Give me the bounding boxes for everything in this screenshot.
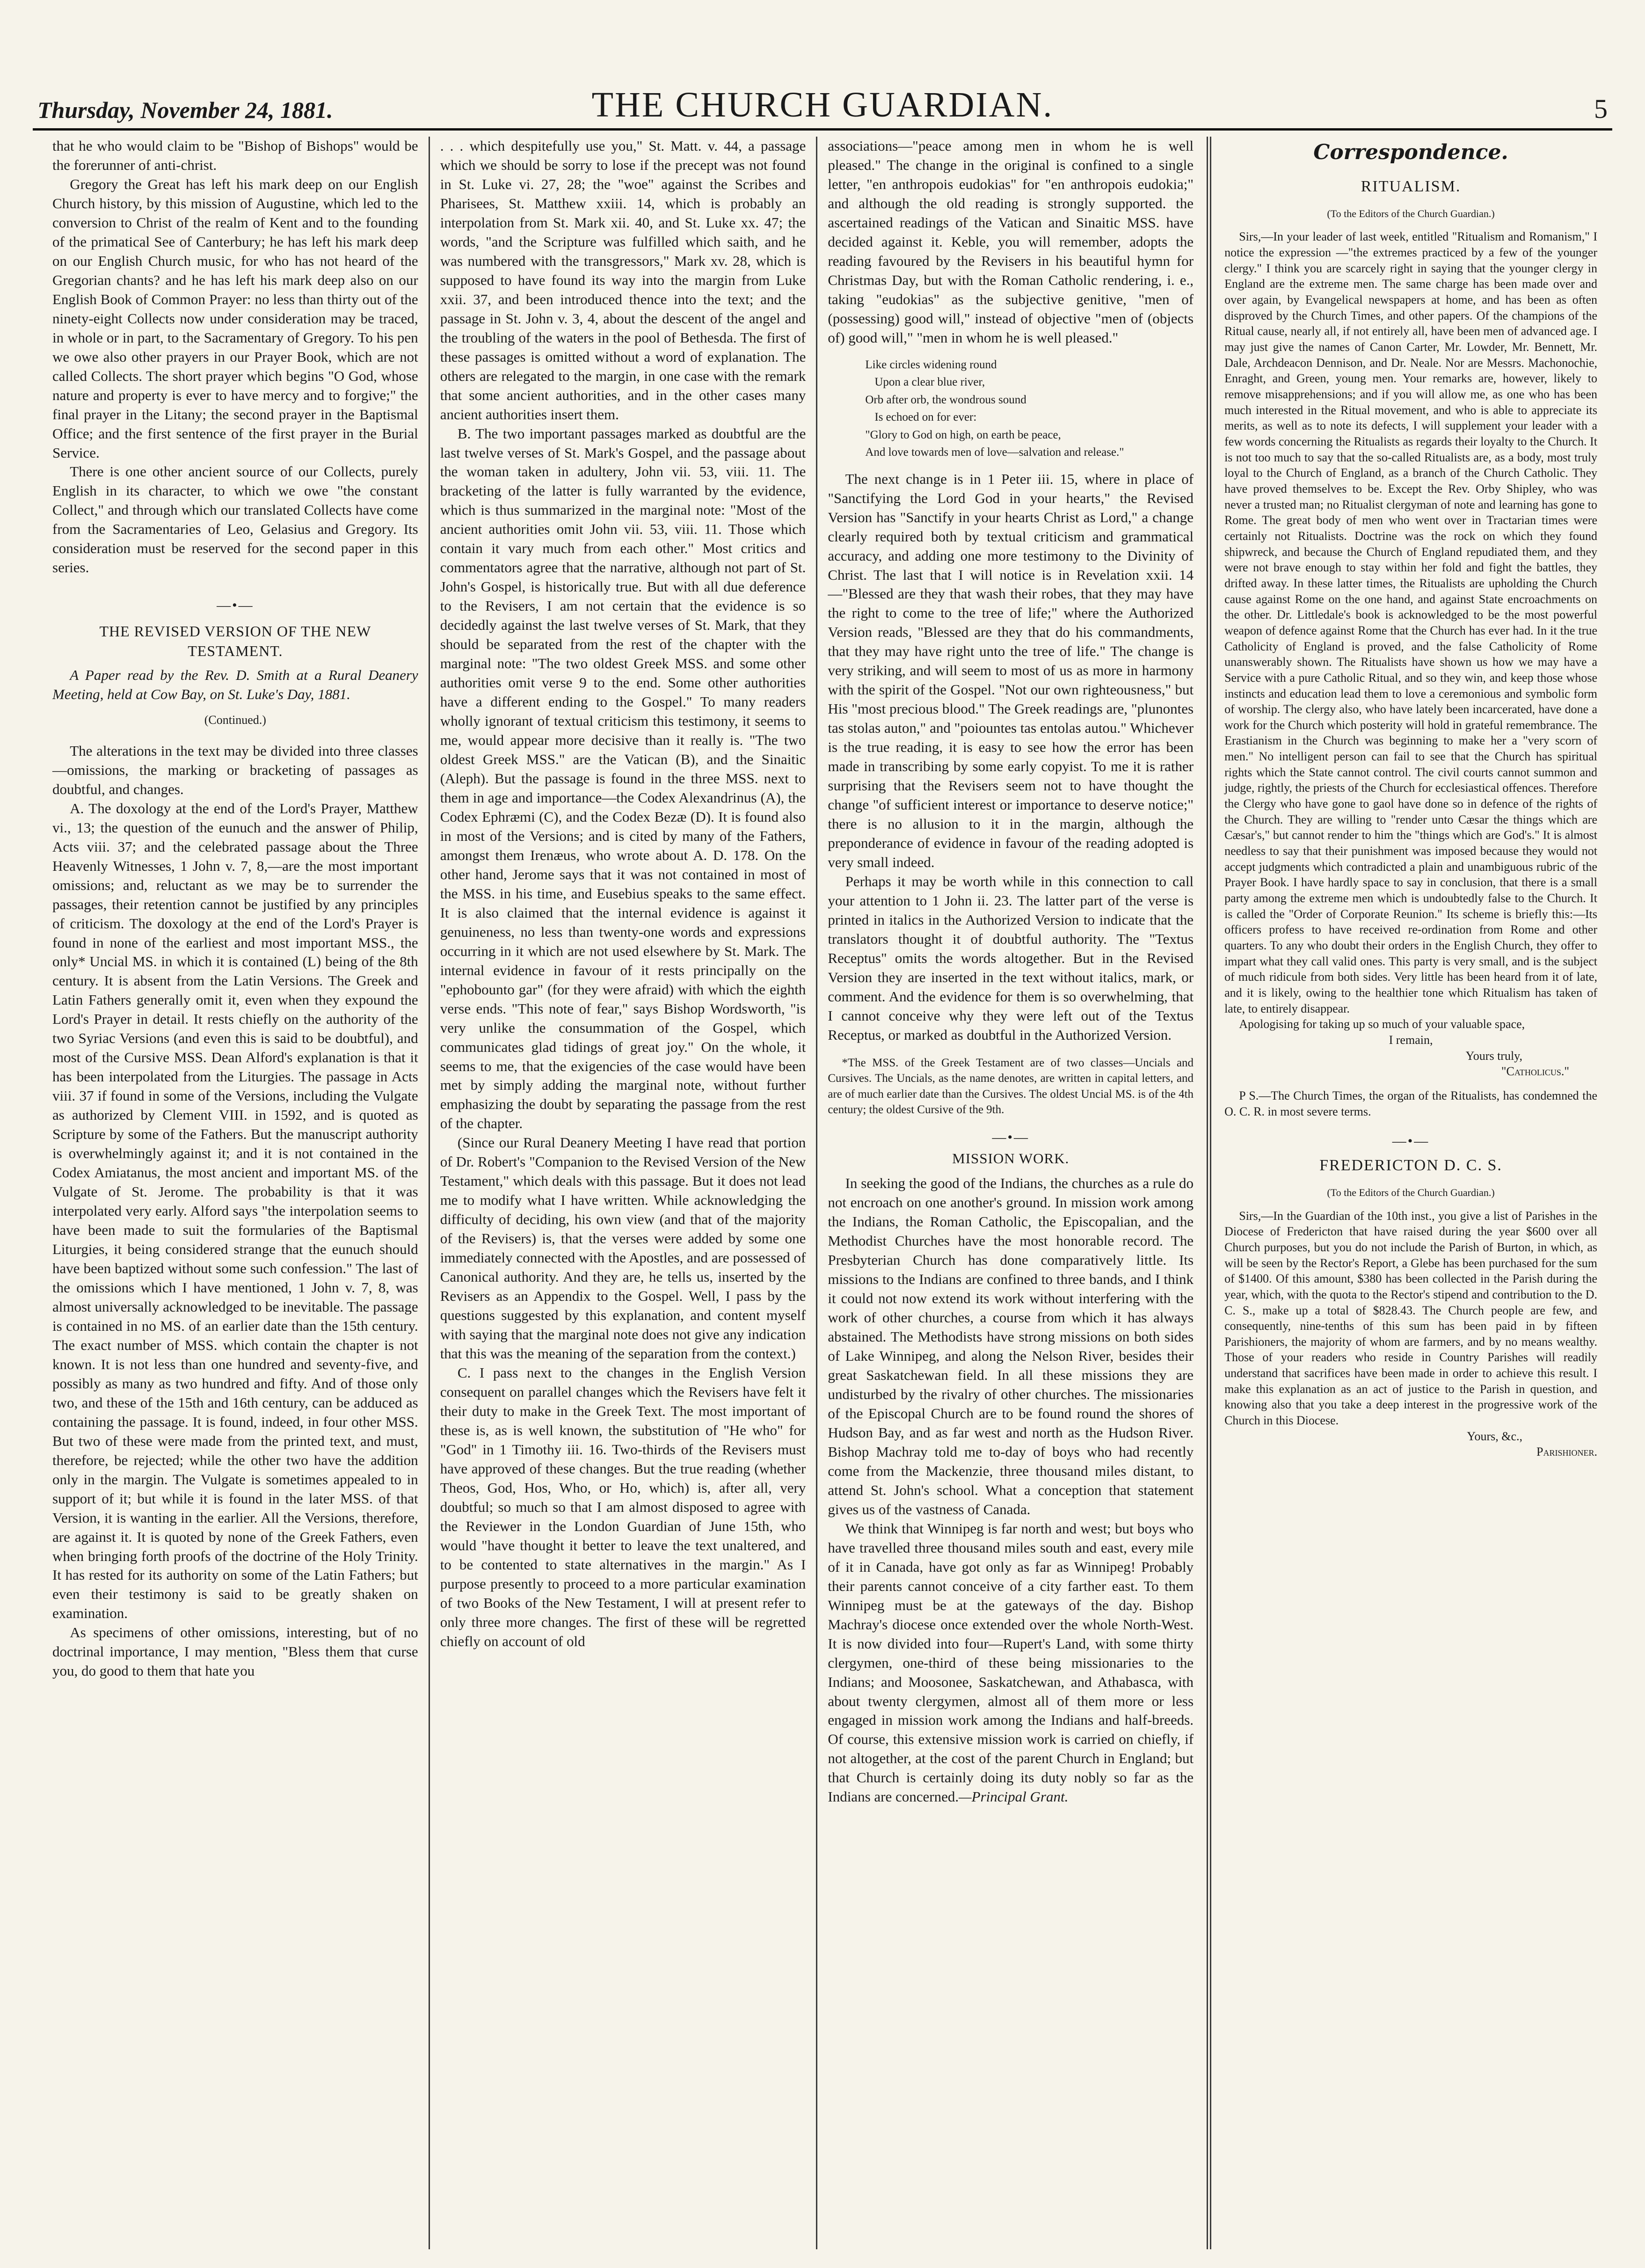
paragraph: associations—"peace among men in whom he is well pleased." The change in the original is confined to a single letter, "en anthropois eudokias" for "en anthropois eudokia;" and although the old reading is strongly supported. the ascertained readings of the Vatican and Sinaitic MSS. have decided against it. Keble, you will remember, adopts the reading favoured by the Revisers in his beautiful hymn for Christmas Day, but with the Roman Catholic rendering, i. e., taking "eudokias" as the subjective genitive, "men of (possessing) good will," instead of objective "men of (objects of) good will," "men in whom he is well pleased."	[828, 138, 1194, 346]
letter-title: RITUALISM.	[1361, 177, 1461, 195]
paragraph: that he who would claim to be "Bishop of Bishops" would be the forerunner of anti-christ.	[52, 138, 418, 173]
continued-label: (Continued.)	[204, 713, 266, 727]
paragraph: The alterations in the text may be divided into three classes—omissions, the marking or bracketing of passages as doubtful, and changes.	[52, 742, 418, 797]
poem-line: Is echoed on for ever:	[874, 411, 977, 424]
to-editors-note: (To the Editors of the Church Guardian.)	[1327, 207, 1495, 219]
poem-quote	[865, 356, 1194, 461]
paragraph: Perhaps it may be worth while in this connection to call your attention to 1 John ii. 23. The latter part of the verse is printed in italics in the Authorized Version to indicate that the translators thought it of doubtful authority. The "Textus Receptus" omits the words altogether. But in the Revised Version they are inserted in the text without italics, mark, or comment. And the evidence for them is so overwhelming, that I cannot conceive why they were left out of the Textus Receptus, or marked as doubtful in the Authorized Version.	[828, 873, 1194, 1043]
column-rule-double	[1207, 137, 1211, 2249]
paragraph: In seeking the good of the Indians, the churches as a rule do not encroach on one another's ground. In mission work among the Indians, the Roman Catholic, the Episcopalian, and the Methodist Churches have the most honorable record. The Presbyterian Church has done comparatively little. Its missions to the Indians are confined to three bands, and I think it could not now extend its work without interfering with the work of other churches, a course from which it has always abstained. The Methodists have strong missions on both sides of Lake Winnipeg, and along the Nelson River, besides their great Saskatchewan field. In all these missions they are undisturbed by the rivalry of other churches. The missionaries of the Episcopal Church are to be found round the shores of Hudson Bay, and as far west and north as the Hudson River. Bishop Machray told me to-day of boys who had recently come from the Mackenzie, three thousand miles distant, to attend St. John's school. What a conception that statement gives us of the vastness of Canada.	[828, 1175, 1194, 1517]
footnote: *The MSS. of the Greek Testament are of two classes—Uncials and Cursives. The Uncials, as the name denotes, are written in capital letters, and are of much earlier date than the Cursives. The oldest Uncial MS. is of the 4th century; the oldest Cursive of the 9th.	[828, 1056, 1194, 1116]
paragraph: The next change is in 1 Peter iii. 15, where in place of "Sanctifying the Lord God in your hearts," the Revised Version has "Sanctify in your hearts Christ as Lord," a change clearly required both by textual criticism and grammatical accuracy, and adding one more testimony to the Divinity of Christ. The last that I will notice is in Revelation xxii. 14—"Blessed are they that wash their robes, that they may have the right to come to the tree of life;" where the Authorized Version reads, "Blessed are they that do his commandments, that they may have right unto the tree of life." The change is very striking, and will seem to most of us as more in harmony with the spirit of the Gospel. "Not our own righteousness," but His "most precious blood." The Greek readings are, "plunontes tas stolas auton," and "poiountes tas entolas autou." Whichever is the true reading, it is easy to see how the error has been made in transcribing by some early copyist. To me it is rather surprising that the Revisers seem not to have thought the change "of sufficient interest or importance to deserve notice;" there is no allusion to it in the margin, although the preponderance of evidence in favour of the reading adopted is very small indeed.	[828, 470, 1194, 871]
poem-line: Upon a clear blue river,	[874, 376, 985, 389]
column-1	[42, 137, 429, 2249]
section-divider: —•—	[1392, 1133, 1430, 1149]
closing: Yours truly,	[1465, 1049, 1522, 1063]
paragraph: There is one other ancient source of our Collects, purely English in its character, to which we owe "the constant Collect," and through which our translated Collects have come from the Sacramentaries of Leo, Gelasius and Gregory. Its consideration must be reserved for the second paper in this series.	[52, 463, 418, 576]
paragraph: B. The two important passages marked as doubtful are the last twelve verses of St. Mark's Gospel, and the passage about the woman taken in adultery, John vii. 53, viii. 11. The bracketing of the latter is fully warranted by the evidence, which is thus summarized in the marginal note: "Most of the ancient authorities omit John vii. 53, viii. 11. Those which contain it vary much from each other." Most critics and commentators agree that the narrative, although not part of St. John's Gospel, is historically true. But with all due deference to the Revisers, I am not certain that the evidence is so decidedly against the last twelve verses of St. Mark, that they should be separated from the rest of the chapter with the marginal note: "The two oldest Greek MSS. and some other authorities omit verse 9 to the end. Some other authorities have a different ending to the Gospel." To many readers wholly ignorant of textual criticism this testimony, it seems to me, would appear more decisive than it really is. "The two oldest Greek MSS." are the Vatican (B), and the Sinaitic (Aleph). But the passage is found in the three MSS. next to them in age and importance—the Codex Alexandrinus (A), the Codex Ephræmi (C), and the Codex Bezæ (D). It is found also in most of the Versions; and is cited by many of the Fathers, amongst them Irenæus, who wrote about A. D. 178. On the other hand, Jerome says that it was not contained in most of the MSS. in his time, and Eusebius speaks to the same effect. It is also claimed that the internal evidence is against it genuineness, no less than twenty-one words and expressions occurring in it which are not used elsewhere by St. Mark. The internal evidence in favour of it rests principally on the "ephobounto gar" (for they were afraid) with which the eighth verse ends. "This note of fear," says Bishop Wordsworth, "is very unlike the consummation of the Gospel, which communicates glad tidings of great joy." On the whole, it seems to me, that the exigencies of the case would have been met by simply adding the marginal note, without further emphasizing the doubt by separating the passage from the rest of the chapter.	[440, 425, 806, 1132]
paragraph: Sirs,—In the Guardian of the 10th inst., you give a list of Parishes in the Diocese of Fredericton that have raised during the year $600 over all Church purposes, but you do not include the Parish of Burton, in which, as will be seen by the Rector's Report, a Glebe has been purchased for the sum of $1400. Of this amount, $380 has been collected in the Parish during the year, which, with the quota to the Rector's stipend and contribution to the D. C. S., make up a total of $828.43. The Church people are few, and consequently, nine-tenths of this sum has been paid in by fifteen Parishioners, the majority of whom are farmers, and by no means wealthy. Those of your readers who reside in Country Parishes will readily understand that sacrifices have been made in order to achieve this result. I make this explanation as an act of justice to the Parish in question, and knowing also that you take a deep interest in the progressive work of the Church in this Diocese.	[1224, 1209, 1597, 1428]
column-3	[817, 137, 1204, 2249]
paragraph-text: We think that Winnipeg is far north and west; but boys who have travelled three thousand miles south and east, every mile of it in Canada, have got only as far as Winnipeg! Probably their parents cannot conceive of a city farther east. To them Winnipeg must be at the gateways of the day. Bishop Machray's diocese once extended over the whole North-West. It is now divided into four—Rupert's Land, with some thirty clergymen, one-third of these being missionaries to the Indians; and Moosonee, Saskatchewan, and Athabasca, with about twenty clergymen, almost all of them more or less engaged in mission work among the Indians and half-breeds. Of course, this extensive mission work is carried on chiefly, if not altogether, at the cost of the parent Church in England; but that Church is certainly doing its duty nobly so far as the Indians are concerned.	[828, 1520, 1194, 1805]
column-2	[430, 137, 816, 2249]
article-title: THE REVISED VERSION OF THE NEW TESTAMENT.	[99, 622, 371, 660]
paragraph	[828, 1519, 1194, 1807]
paragraph: Gregory the Great has left his mark deep on our English Church history, by this mission of Augustine, which led to the conversion to Christ of the realm of Kent and to the founding of the primatical See of Canterbury; he has left his mark deep on our English Church music, for who has not heard of the Gregorian chants? and he has left his mark deep also on our English Book of Common Prayer: no less than thirty out of the ninety-eight Collects now under consideration may be traced, in whole or in part, to the Sacramentary of Gregory. To his pen we owe also other prayers in our Prayer Book, which are not called Collects. The short prayer which begins "O God, whose nature and property is ever to have mercy and to forgive;" the final prayer in the Litany; the second prayer in the Baptismal Office; and the first sentence of the first prayer in the Burial Service.	[52, 175, 418, 461]
paragraph: A. The doxology at the end of the Lord's Prayer, Matthew vi., 13; the question of the eunuch and the answer of Philip, Acts viii. 37; and the celebrated passage about the Three Heavenly Witnesses, 1 John v. 7, 8,—are the most important omissions; and, reluctant as we may be to surrender the passages, their retention cannot be justified by any principles of criticism. The doxology at the end of the Lord's Prayer is found in none of the earliest and most important MSS., the only* Uncial MS. in which it is contained (L) being of the 8th century. It is absent from the Latin Versions. The Greek and Latin Fathers generally omit it, even when they expound the Lord's Prayer in detail. It rests chiefly on the authority of the two Syriac Versions (and even this is said to be doubtful), and most of the Cursive MSS. Dean Alford's explanation is that it has been interpolated from the Liturgies. The passage in Acts viii. 37 if found in some of the Versions, including the Vulgate as authorized by Clement VIII. in 1592, and is quoted as Scripture by some of the Fathers. But the manuscript authority is overwhelmingly against it; and it is not contained in the Codex Amiatanus, the most ancient and important MS. of the Vulgate of St. Jerome. The probability is that it was interpolated very early. Alford says "the interpolation seems to have been made to suit the formularies of the Baptismal Liturgies, it being considered strange that the eunuch should have been baptized without some such confession." The last of the omissions which I have mentioned, 1 John v. 7, 8, was almost universally acknowledged to be inevitable. The passage is contained in no MS. of an earlier date than the 15th century. The exact number of MSS. which contain the chapter is not known. It is not less than one hundred and seventy-five, and possibly as many as two hundred and fifty. And of those only two, and these of the 15th and 16th century, can be adduced as containing the passage. It is found, indeed, in four other MSS. But two of these were made from the printed text, and must, therefore, be rejected; while the other two have the addition only in the margin. The Vulgate is sometimes appealed to in support of it; but while it is found in the later MSS. of that Version, it is wanting in the earlier. All the Versions, therefore, are against it. It is quoted by none of the Greek Fathers, even when bringing forth proofs of the doctrine of the Holy Trinity. It has rested for its authority on some of the Latin Fathers; but even their testimony is said to be greatly shaken on examination.	[52, 800, 418, 1622]
section-divider: —•—	[992, 1129, 1029, 1145]
signature: —Principal Grant.	[959, 1788, 1069, 1805]
postscript: P S.—The Church Times, the organ of the Ritualists, has condemned the O. C. R. in most severe terms.	[1224, 1088, 1597, 1118]
columns	[42, 137, 1608, 2249]
paragraph: Sirs,—In your leader of last week, entitled "Ritualism and Romanism," I notice the expression —"the extremes practiced by a few of the younger clergy." I think you are scarcely right in saying that the younger clergy in England are the extreme men. The same charge has been made over and over again, by Evangelical newspapers at home, and has been as often disproved by the Church Times, and other papers. Of the champions of the Ritual cause, nearly all, if not entirely all, have been men of advanced age. I may just give the names of Canon Carter, Mr. Lowder, Mr. Bennett, Mr. Dale, Archdeacon Dennison, and Dr. Neale. Nor are Messrs. Machonochie, Enraght, and Green, young men. Your remarks are, however, likely to remove misapprehensions; and if you will allow me, as one who has been much interested in the Ritual movement, and who is able to appreciate its merits, as well as to note its defects, I will supplement your leader with a few words concerning the Ritualists as regards their loyalty to the Church. It is not too much to say that the so-called Ritualists are, as a body, most truly loyal to the Church of England, as a branch of the Church Catholic. They have proved themselves to be. Except the Rev. Orby Shipley, who was never a trusted man; no Ritualist clergyman of note and learning has gone to Rome. The great body of men who went over in Tractarian times were certainly not Ritualists. Doctrine was the rock on which they found shipwreck, and because the Church of England repudiated them, and they were not brave enough to stay within her fold and fight the battles, they drifted away. In these latter times, the Ritualists are upholding the Church cause against Rome on the one hand, and against State encroachments on the other. Dr. Littledale's book is acknowledged to be the most powerful weapon of defence against Rome that the Church has ever had. In it the true Catholicity of England is proved, and the false Catholicity of Rome unanswerably shown. The Ritualists have shown us how we may have a Service with a pure Catholic Ritual, and so they win, and keep those whose instincts and education lead them to love a ceremonious and symbolic form of worship. The clergy also, who have lately been incarcerated, have done a work for the Church which posterity will hold in grateful remembrance. The Erastianism in the Church was beginning to make her a "very scorn of men." No intelligent person can fail to see that the Church has spiritual rights which the State cannot control. The civil courts cannot summon and judge, rightly, the priests of the Church for ecclesiastical offences. Therefore the Clergy who have gone to gaol have done so in defence of the rights of the Church. They are willing to "render unto Cæsar the things which are Cæsar's," but cannot render to him the "things which are God's." It is almost needless to say that their punishment was imposed because they would not accept judgments which contradicted a plain and unambiguous rubric of the Prayer Book. I have hardly space to say in conclusion, that there is a small party among the extreme men which is undoubtedly false to the Church. It is called the "Order of Corporate Reunion." Its scheme is briefly this:—Its officers profess to have received re-ordination from Rome and other quarters. To any who doubt their orders in the English Church, they offer to impart what they call valid ones. This party is very small, and is the subject of much ridicule from both sides. Very little has been heard from it of late, and it is likely, owing to the healthier tone which Ritualism has taken of late, to entirely disappear.	[1224, 230, 1597, 1015]
poem-line: And love towards men of love—salvation and release."	[865, 446, 1124, 459]
column-4	[1214, 137, 1608, 2249]
closing: I remain,	[1389, 1033, 1433, 1047]
paragraph: Apologising for taking up so much of your valuable space,	[1239, 1017, 1525, 1031]
article-title: MISSION WORK.	[952, 1150, 1070, 1167]
paragraph: As specimens of other omissions, interesting, but of no doctrinal importance, I may mention, "Bless them that curse you, do good to them that hate you	[52, 1624, 418, 1679]
paragraph: . . . which despitefully use you," St. Matt. v. 44, a passage which we should be sorry to lose if the precept was not found in St. Luke vi. 27, 28; the "woe" against the Scribes and Pharisees, St. Matthew xxiii. 14, which is probably an interpolation from St. Mark xii. 40, and St. Luke xx. 47; the words, "and the Scripture was fulfilled which saith, and he was numbered with the transgressors," Mark xv. 28, which is supposed to have found its way into the margin from Luke xxii. 37, and been introduced thence into the text; and the passage in St. John v. 3, 4, about the descent of the angel and the troubling of the waters in the pool of Bethesda. The first of these passages is omitted without a word of explanation. The others are relegated to the margin, in one case with the remark that some ancient authorities, and in the other cases many ancient authorities insert them.	[440, 138, 806, 423]
signature: "Catholicus."	[1501, 1065, 1569, 1079]
closing: Yours, &c.,	[1467, 1429, 1522, 1443]
issue-date: Thursday, November 24, 1881.	[37, 97, 333, 123]
letter-title: FREDERICTON D. C. S.	[1319, 1157, 1502, 1174]
newspaper-title: THE CHURCH GUARDIAN.	[591, 85, 1054, 124]
page-number: 5	[1594, 94, 1608, 124]
poem-line: "Glory to God on high, on earth be peace,	[865, 428, 1061, 441]
section-heading: Correspondence.	[1313, 140, 1508, 164]
article-intro: A Paper read by the Rev. D. Smith at a Rural Deanery Meeting, held at Cow Bay, on St. Luke's Day, 1881.	[52, 666, 418, 702]
section-divider: —•—	[217, 598, 254, 613]
signature: Parishioner.	[1536, 1445, 1597, 1459]
poem-line: Like circles widening round	[865, 358, 997, 371]
poem-line: Orb after orb, the wondrous sound	[865, 393, 1026, 406]
paragraph: C. I pass next to the changes in the English Version consequent on parallel changes which the Revisers have felt it their duty to make in the Greek Text. The most important of these is, as is well known, the substitution of "He who" for "God" in 1 Timothy iii. 16. Two-thirds of the Revisers must have approved of these changes. But the true reading (whether Theos, God, Hos, Who, or Ho, which) is, after all, very doubtful; so much so that I am almost disposed to agree with the Reviewer in the London Guardian of June 15th, who would "have thought it better to leave the text unaltered, and to be contented to state alternatives in the margin." As I purpose presently to proceed to a more particular examination of two Books of the New Testament, I will at present refer to only three more changes. The first of these will be regretted chiefly on account of old	[440, 1364, 806, 1649]
masthead	[33, 83, 1612, 131]
paragraph: (Since our Rural Deanery Meeting I have read that portion of Dr. Robert's "Companion to the Revised Version of the New Testament," which deals with this passage. But it does not lead me to modify what I have written. While acknowledging the difficulty of deciding, his own view (and that of the majority of the Revisers) is, that the verses were added by some one immediately connected with the Apostles, and are possessed of Canonical authority. And they are, he tells us, inserted by the Revisers as an Appendix to the Gospel. Well, I pass by the questions suggested by this explanation, and content myself with saying that the marginal note does not give any indication that this was the meaning of the separation from the context.)	[440, 1134, 806, 1362]
to-editors-note: (To the Editors of the Church Guardian.)	[1327, 1187, 1495, 1199]
